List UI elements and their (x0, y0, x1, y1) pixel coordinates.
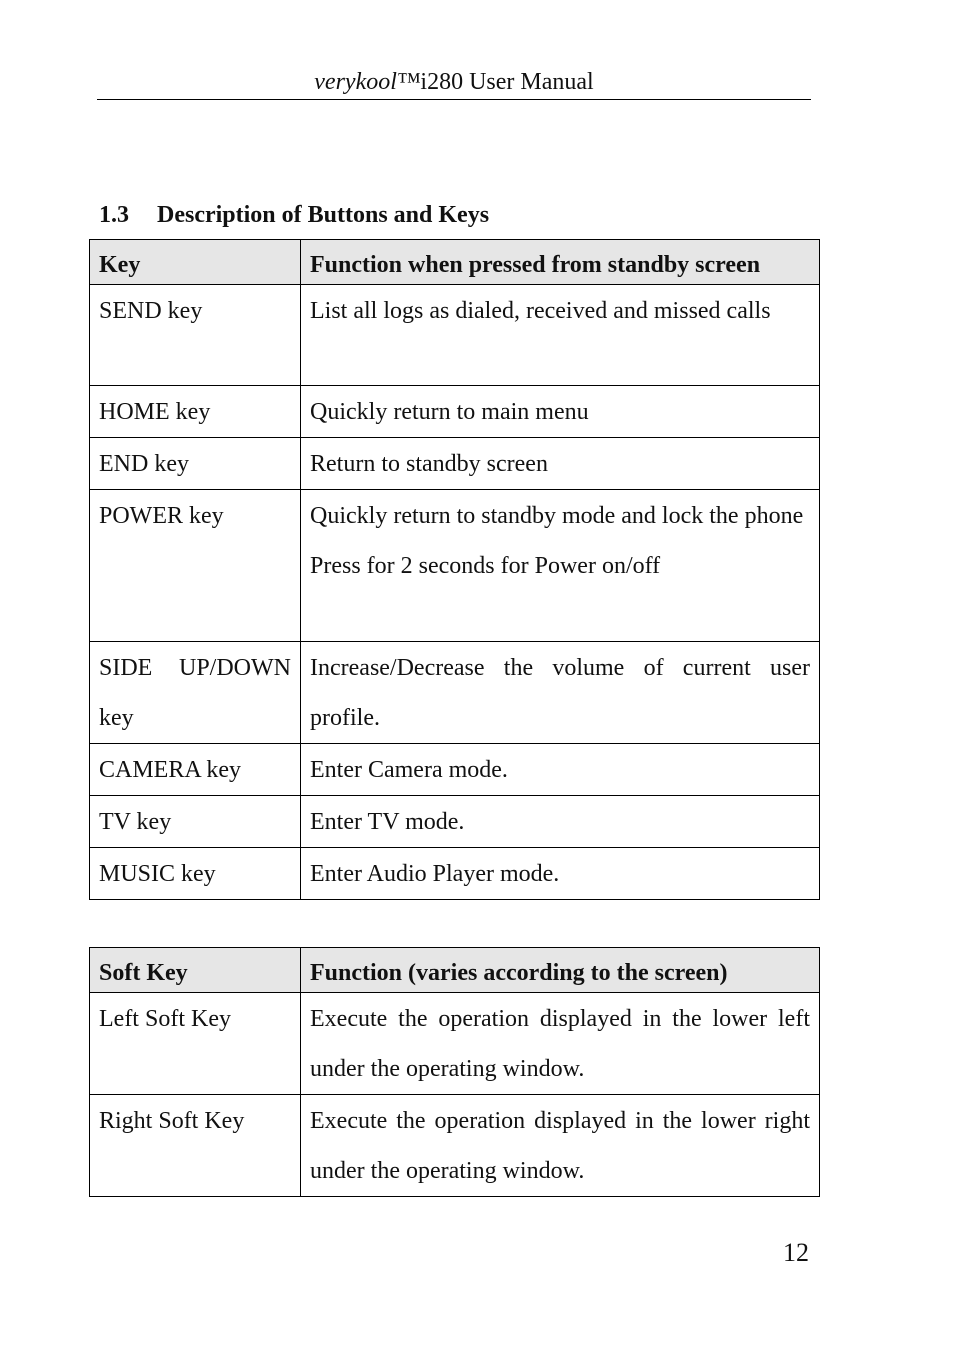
table-row (90, 796, 820, 848)
function-cell (301, 386, 820, 438)
column-header-function (301, 948, 820, 993)
function-cell (301, 1095, 820, 1197)
key-cell: POWER key (90, 490, 301, 642)
function-cell (301, 285, 820, 386)
function-text: Press for 2 seconds for Power on/off (310, 553, 661, 579)
table-row (90, 285, 820, 386)
key-cell: HOME key (90, 386, 301, 438)
keys-table (89, 239, 820, 900)
table-row (90, 386, 820, 438)
function-cell (301, 993, 820, 1095)
function-text: Enter Audio Player mode. (310, 861, 560, 887)
function-text: Quickly return to standby mode and lock the phone (310, 503, 804, 529)
table-row (90, 642, 820, 744)
column-header-label: Soft Key (99, 960, 188, 986)
function-text: Execute the operation displayed in the lower left under the operating window. (310, 1006, 810, 1082)
function-cell (301, 490, 820, 642)
column-header-soft-key (90, 948, 301, 993)
table-row (90, 744, 820, 796)
column-header-label: Function (varies according to the screen) (310, 960, 728, 986)
function-text: Return to standby screen (310, 451, 548, 477)
header-title: i280 User Manual (420, 69, 594, 95)
key-cell: MUSIC key (90, 848, 301, 900)
function-text: Execute the operation displayed in the lower right under the operating window. (310, 1108, 810, 1184)
function-text: Enter Camera mode. (310, 757, 508, 783)
page-header (97, 66, 811, 100)
soft-keys-table (89, 947, 820, 1197)
column-header-key (90, 240, 301, 285)
function-text: Enter TV mode. (310, 809, 465, 835)
section-number: 1.3 (99, 202, 129, 228)
key-cell: CAMERA key (90, 744, 301, 796)
function-text: List all logs as dialed, received and missed calls (310, 298, 771, 324)
table-row (90, 438, 820, 490)
column-header-label: Function when pressed from standby screen (310, 252, 761, 278)
table-row (90, 1095, 820, 1197)
table-row (90, 848, 820, 900)
function-cell (301, 438, 820, 490)
function-cell (301, 744, 820, 796)
key-cell: END key (90, 438, 301, 490)
table-row (90, 993, 820, 1095)
function-cell (301, 796, 820, 848)
function-text: Quickly return to main menu (310, 399, 589, 425)
section-heading (99, 198, 489, 232)
table-header-row (90, 948, 820, 993)
function-text: Increase/Decrease the volume of current user profile. (310, 655, 810, 731)
function-cell (301, 642, 820, 744)
header-brand: verykool™ (314, 69, 421, 95)
column-header-label: Key (99, 252, 141, 278)
key-cell: SIDE UP/DOWN key (90, 642, 301, 744)
key-cell: SEND key (90, 285, 301, 386)
key-cell: Right Soft Key (90, 1095, 301, 1197)
section-title: Description of Buttons and Keys (157, 202, 490, 228)
function-cell (301, 848, 820, 900)
table-header-row (90, 240, 820, 285)
key-cell: TV key (90, 796, 301, 848)
column-header-function (301, 240, 820, 285)
page-number: 12 (783, 1238, 809, 1267)
key-cell: Left Soft Key (90, 993, 301, 1095)
table-row (90, 490, 820, 642)
